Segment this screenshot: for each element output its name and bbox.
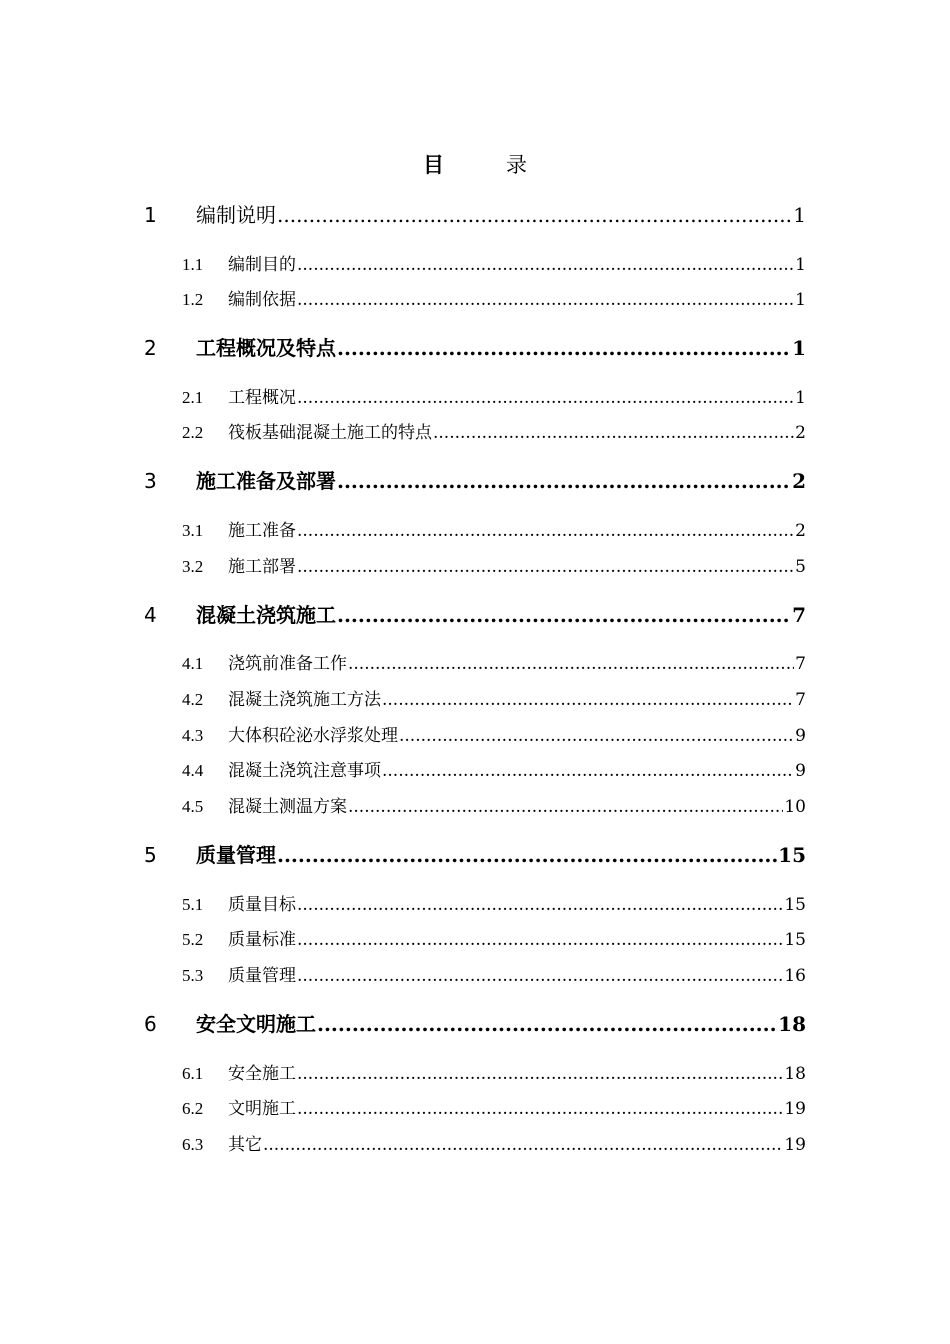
toc-entry-number: 4.3 [182, 726, 204, 745]
toc-leader-dots [317, 1010, 777, 1038]
toc-entry-label: 施工部署 [228, 557, 296, 577]
toc-leader-dots [433, 421, 794, 445]
toc-leader-dots [348, 652, 794, 676]
toc-entry-number: 6.3 [182, 1135, 204, 1154]
toc-entry-4-2[interactable] [0, 688, 806, 712]
toc-entry-2-1[interactable] [0, 386, 806, 410]
toc-entry-page: 1 [792, 336, 806, 360]
toc-leader-dots [297, 928, 783, 952]
toc-leader-dots [297, 893, 783, 917]
toc-entry-6[interactable] [0, 1010, 806, 1038]
toc-leader-dots [277, 201, 792, 229]
toc-entry-label: 质量管理 [196, 843, 276, 867]
toc-entry-label: 工程概况 [228, 388, 296, 408]
toc-entry-label: 混凝土浇筑施工 [196, 603, 336, 627]
toc-leader-dots [297, 555, 794, 579]
toc-entry-page: 5 [795, 557, 806, 577]
toc-leader-dots [277, 841, 777, 869]
toc-leader-dots [297, 288, 794, 312]
toc-entry-label: 浇筑前准备工作 [228, 654, 347, 674]
toc-entry-number: 3.2 [182, 557, 204, 576]
toc-entry-page: 1 [795, 388, 806, 408]
toc-entry-4-4[interactable] [0, 759, 806, 783]
toc-entry-page: 7 [795, 690, 806, 710]
toc-entry-4-3[interactable] [0, 724, 806, 748]
toc-entry-label: 其它 [228, 1135, 262, 1155]
toc-entry-page: 15 [784, 930, 806, 950]
toc-entry-number: 5.3 [182, 966, 204, 985]
toc-entry-label: 编制目的 [228, 255, 296, 275]
toc-entry-page: 15 [778, 843, 806, 867]
toc-entry-number: 6.2 [182, 1099, 204, 1118]
toc-entry-page: 19 [784, 1135, 806, 1155]
toc-entry-label: 安全文明施工 [196, 1012, 316, 1036]
toc-leader-dots [337, 601, 791, 629]
toc-leader-dots [263, 1133, 783, 1157]
toc-entry-number: 5 [144, 843, 157, 867]
toc-entry-1[interactable] [0, 201, 806, 229]
toc-entry-1-1[interactable] [0, 253, 806, 277]
toc-entry-label: 文明施工 [228, 1099, 296, 1119]
toc-entry-1-2[interactable] [0, 288, 806, 312]
toc-entry-page: 1 [793, 203, 806, 227]
toc-entry-6-1[interactable] [0, 1062, 806, 1086]
toc-leader-dots [297, 964, 783, 988]
toc-entry-number: 5.2 [182, 930, 204, 949]
toc-entry-label: 质量管理 [228, 966, 296, 986]
toc-title-part1: 目 [423, 153, 444, 177]
toc-entry-5-3[interactable] [0, 964, 806, 988]
toc-leader-dots [382, 759, 794, 783]
toc-entry-page: 1 [795, 290, 806, 310]
toc-entry-2-2[interactable] [0, 421, 806, 445]
toc-entry-label: 工程概况及特点 [196, 336, 336, 360]
toc-entry-number: 1.1 [182, 255, 204, 274]
toc-title-part2: 录 [506, 153, 527, 177]
toc-entry-number: 3.1 [182, 521, 204, 540]
toc-entry-label: 混凝土浇筑注意事项 [228, 761, 381, 781]
toc-entry-number: 5.1 [182, 895, 204, 914]
toc-leader-dots [337, 467, 791, 495]
toc-entry-page: 15 [784, 895, 806, 915]
toc-entry-label: 筏板基础混凝土施工的特点 [228, 423, 432, 443]
toc-entry-number: 4.2 [182, 690, 204, 709]
toc-entry-page: 2 [792, 469, 806, 493]
toc-leader-dots [382, 688, 794, 712]
toc-entry-label: 混凝土浇筑施工方法 [228, 690, 381, 710]
toc-entry-label: 施工准备及部署 [196, 469, 336, 493]
toc-entry-label: 质量标准 [228, 930, 296, 950]
toc-entry-label: 安全施工 [228, 1064, 296, 1084]
toc-entry-2[interactable] [0, 334, 806, 362]
toc-entry-page: 2 [795, 521, 806, 541]
toc-entry-page: 18 [784, 1064, 806, 1084]
toc-entry-label: 编制依据 [228, 290, 296, 310]
toc-leader-dots [297, 519, 794, 543]
toc-leader-dots [399, 724, 794, 748]
toc-entry-3-1[interactable] [0, 519, 806, 543]
toc-leader-dots [297, 1097, 783, 1121]
toc-entry-page: 9 [795, 761, 806, 781]
toc-entry-page: 10 [784, 797, 806, 817]
toc-entry-5-1[interactable] [0, 893, 806, 917]
toc-entry-4-1[interactable] [0, 652, 806, 676]
toc-entry-page: 7 [792, 603, 806, 627]
toc-entry-number: 2 [144, 336, 157, 360]
toc-entry-page: 2 [795, 423, 806, 443]
toc-entry-4[interactable] [0, 601, 806, 629]
toc-entry-5[interactable] [0, 841, 806, 869]
toc-entry-label: 质量目标 [228, 895, 296, 915]
toc-entry-page: 19 [784, 1099, 806, 1119]
toc-entry-number: 6.1 [182, 1064, 204, 1083]
toc-entry-6-3[interactable] [0, 1133, 806, 1157]
toc-entry-number: 2.2 [182, 423, 204, 442]
toc-entry-label: 大体积砼泌水浮浆处理 [228, 726, 398, 746]
toc-entry-number: 3 [144, 469, 157, 493]
toc-leader-dots [348, 795, 783, 819]
toc-leader-dots [297, 386, 794, 410]
toc-entry-number: 4.4 [182, 761, 204, 780]
toc-entry-label: 施工准备 [228, 521, 296, 541]
toc-entry-number: 2.1 [182, 388, 204, 407]
toc-entry-label: 混凝土测温方案 [228, 797, 347, 817]
toc-entry-page: 9 [795, 726, 806, 746]
toc-entry-number: 4 [144, 603, 157, 627]
toc-entry-number: 1.2 [182, 290, 204, 309]
toc-entry-3[interactable] [0, 467, 806, 495]
toc-leader-dots [297, 1062, 783, 1086]
toc-entry-page: 1 [795, 255, 806, 275]
toc-entry-number: 1 [144, 203, 157, 227]
toc-entry-6-2[interactable] [0, 1097, 806, 1121]
toc-entry-4-5[interactable] [0, 795, 806, 819]
toc-leader-dots [297, 253, 794, 277]
toc-entry-number: 4.5 [182, 797, 204, 816]
toc-entry-5-2[interactable] [0, 928, 806, 952]
toc-entry-page: 7 [795, 654, 806, 674]
toc-entry-page: 16 [784, 966, 806, 986]
toc-entry-number: 4.1 [182, 654, 204, 673]
toc-entry-number: 6 [144, 1012, 157, 1036]
toc-leader-dots [337, 334, 791, 362]
toc-entry-3-2[interactable] [0, 555, 806, 579]
toc-entry-label: 编制说明 [196, 203, 276, 227]
toc-entry-page: 18 [778, 1012, 806, 1036]
